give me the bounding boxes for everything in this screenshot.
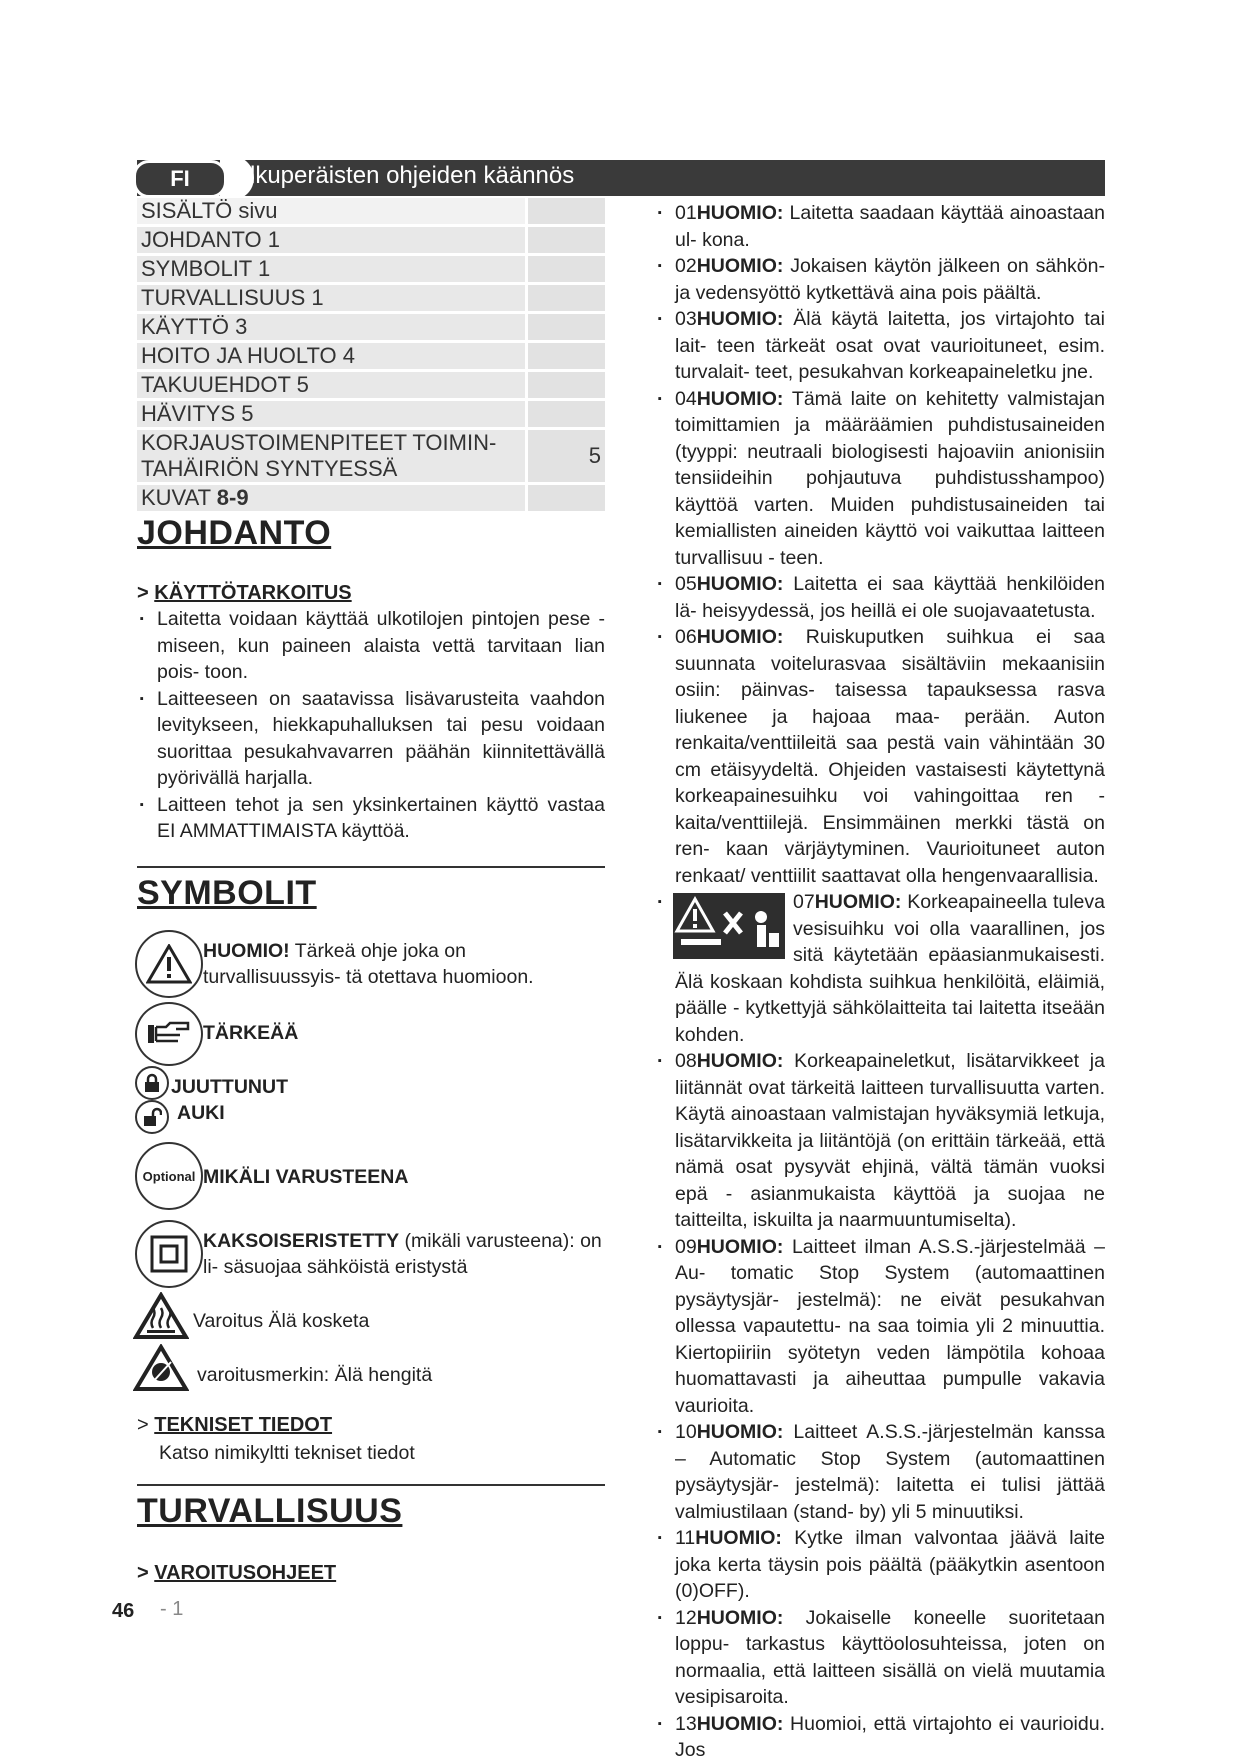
list-item: · 07HUOMIO: Korkeapaineella tuleva vesisuihku voi olla vaarallinen, jos sitä käytetään epäasianmukaisesti. Älä koskaan kohdista suihkua henkilöitä, eläimiä, päälle - kytkettyjä sähkölaitteita tai laitetta itseään kohden. bbox=[655, 889, 1105, 1048]
page-number: 46 bbox=[112, 1600, 135, 1622]
toc-row: SISÄLTÖ sivu bbox=[137, 198, 605, 224]
list-item: · Laitteeseen on saatavissa lisävarusteita vaahdon levitykseen, hiekkapuhalluksen tai pesu voidaan suorittaa pesukahvavarren päähän kiinnitettävällä pyörivällä harjalla. bbox=[137, 686, 605, 792]
divider bbox=[137, 1484, 605, 1486]
unlock-icon bbox=[135, 1100, 169, 1134]
section-title-turvallisuus: TURVALLISUUS bbox=[137, 1492, 403, 1530]
list-item: · 11HUOMIO: Kytke ilman valvontaa jäävä laite joka kerta täysin pois päältä (pääkytkin asentoon (0)OFF). bbox=[655, 1525, 1105, 1605]
list-item: · 09HUOMIO: Laitteet ilman A.S.S.-järjestelmää – Au- tomatic Stop System (automaattinen pysäytysjär- jestelmä): ne eivät pesukahvan ollessa vapautettu- na saa toimia yli 2 minuuttia. Kiertopiiriin syötetyn veden lämpötila kohoaa huomattavasti ja aiheuttaa pumpulle vakavia vaurioita. bbox=[655, 1234, 1105, 1420]
symbol-tarkeaa-text: TÄRKEÄÄ bbox=[203, 1022, 299, 1044]
lock-icon bbox=[135, 1066, 169, 1100]
subsection-kayttotarkoitus: > KÄYTTÖTARKOITUS bbox=[137, 582, 352, 604]
header-title: lkuperäisten ohjeiden käännös bbox=[250, 162, 575, 189]
symbol-juuttunut-text: JUUTTUNUT bbox=[171, 1076, 288, 1098]
toc-row: KÄYTTÖ 3 bbox=[137, 314, 605, 340]
johdanto-bullets bbox=[137, 606, 605, 845]
symbol-kaksoiseristetty-text: KAKSOISERISTETTY (mikäli varusteena): on li- säsuojaa sähköistä eristystä bbox=[203, 1230, 602, 1278]
hot-surface-warning-icon bbox=[133, 1292, 189, 1340]
table-of-contents bbox=[137, 198, 605, 514]
double-insulation-icon bbox=[135, 1220, 203, 1288]
toc-row: SYMBOLIT 1 bbox=[137, 256, 605, 282]
warning-triangle-icon bbox=[135, 930, 203, 998]
optional-icon: Optional bbox=[135, 1142, 203, 1210]
section-title-symbolit: SYMBOLIT bbox=[137, 874, 317, 912]
subsection-tekniset-tiedot: > TEKNISET TIEDOT bbox=[137, 1414, 333, 1436]
page-subnumber: - 1 bbox=[160, 1598, 184, 1620]
list-item: · Laitteen tehot ja sen yksinkertainen käyttö vastaa EI AMMATTIMAISTA käyttöä. bbox=[137, 792, 605, 845]
toc-row: HOITO JA HUOLTO 4 bbox=[137, 343, 605, 369]
list-item: · 05HUOMIO: Laitetta ei saa käyttää henkilöiden lä- heisyydessä, jos heillä ei ole suojavaatetusta. bbox=[655, 571, 1105, 624]
toc-row: KORJAUSTOIMENPITEET TOIMIN- TAHÄIRIÖN SYNTYESSÄ 5 bbox=[137, 430, 605, 482]
list-item: · 06HUOMIO: Ruiskuputken suihkua ei saa suunnata voitelurasvaa sisältäviin mekaanisiin osiin: päinvas- taisessa tapauksessa rasva liukenee ja hajoaa maa- perään. Auton renkaita/venttiileitä saa pestä vain vähintään 30 cm etäisyydeltä. Ohjeiden vastaisesti käytettynä korkeapainesuihku voi vahingoittaa ren - kaita/venttiilejä. Ensimmäinen merkki tästä on ren- kaan värjäytyminen. Vaurioituneet auton renkaat/ venttiilit saattavat olla hengenvaarallisia. bbox=[655, 624, 1105, 889]
symbol-mikali-varusteena-text: MIKÄLI VARUSTEENA bbox=[203, 1166, 409, 1188]
tekniset-tiedot-text: Katso nimikyltti tekniset tiedot bbox=[159, 1442, 415, 1464]
list-item: · 04HUOMIO: Tämä laite on kehitetty valmistajan toimittamien ja määräämien puhdistusaineiden (tyyppi: neutraali biologisesti hajoaviin anionisiin tensiideihin pohjautuva puhdistusshampoo) käyttöä varten. Muiden puhdistusaineiden tai kemiallisten aineiden käyttö voi vaikuttaa laitteen turvallisuu - teen. bbox=[655, 386, 1105, 572]
list-item: · 08HUOMIO: Korkeapaineletkut, lisätarvikkeet ja liitännät ovat tärkeitä laitteen turvallisuutta varten. Käytä ainoastaan valmistajan hyväksymiä letkuja, lisätarvikkeita ja liitäntöjä (on erittäin tärkeää, että nämä osat pysyvät ehjinä, vältä tämän vuoksi epä - asianmukaista käyttöä ja suojaa ne taitteilta, iskuilta ja naarmuuntumiselta). bbox=[655, 1048, 1105, 1234]
list-item: · 10HUOMIO: Laitteet A.S.S.-järjestelmän kanssa – Automatic Stop System (automaattinen pysäytysjär- jestelmä): laitetta ei tulisi jättää valmiustilaan (stand- by) yli 5 minuutiksi. bbox=[655, 1419, 1105, 1525]
language-badge: FI bbox=[133, 160, 227, 198]
list-item: · 12HUOMIO: Jokaiselle koneelle suoritetaan loppu- tarkastus käyttöolosuhteissa, joten on normaalia, että laitteen sisällä on vielä muutamia vesipisaroita. bbox=[655, 1605, 1105, 1711]
toc-row: TURVALLISUUS 1 bbox=[137, 285, 605, 311]
toc-row: KUVAT 8-9 bbox=[137, 485, 605, 511]
list-item: · 13HUOMIO: Huomioi, että virtajohto ei vaurioidu. Jos bbox=[655, 1711, 1105, 1764]
divider bbox=[137, 866, 605, 868]
symbol-hengita-text: varoitusmerkin: Älä hengitä bbox=[197, 1364, 433, 1386]
list-item: · 02HUOMIO: Jokaisen käytön jälkeen on sähkön- ja vedensyöttö kytkettävä aina pois päältä. bbox=[655, 253, 1105, 306]
list-item: · 01HUOMIO: Laitetta saadaan käyttää ainoastaan ul- kona. bbox=[655, 200, 1105, 253]
symbol-huomio-text: HUOMIO! Tärkeä ohje joka on turvallisuussyis- tä otettava huomioon. bbox=[203, 940, 534, 988]
pointing-hand-icon bbox=[135, 1002, 203, 1066]
toc-row: HÄVITYS 5 bbox=[137, 401, 605, 427]
spray-hazard-pictogram-icon bbox=[673, 893, 785, 959]
section-title-johdanto: JOHDANTO bbox=[137, 514, 332, 552]
list-item: · Laitetta voidaan käyttää ulkotilojen pintojen pese - miseen, kun paineen alaista vettä tarvitaan lian pois- toon. bbox=[137, 606, 605, 686]
do-not-breathe-warning-icon bbox=[133, 1344, 189, 1392]
list-item: · 03HUOMIO: Älä käytä laitetta, jos virtajohto tai lait- teen tärkeät osat ovat vaurioituneet, esim. turvalait- teet, pesukahvan korkeapaineletku jne. bbox=[655, 306, 1105, 386]
toc-row: JOHDANTO 1 bbox=[137, 227, 605, 253]
symbol-auki-text: AUKI bbox=[177, 1102, 225, 1124]
symbol-varoitus-text: Varoitus Älä kosketa bbox=[193, 1310, 370, 1332]
toc-row: TAKUUEHDOT 5 bbox=[137, 372, 605, 398]
warnings-list bbox=[655, 200, 1105, 1764]
subsection-varoitusohjeet: > VAROITUSOHJEET bbox=[137, 1562, 337, 1584]
